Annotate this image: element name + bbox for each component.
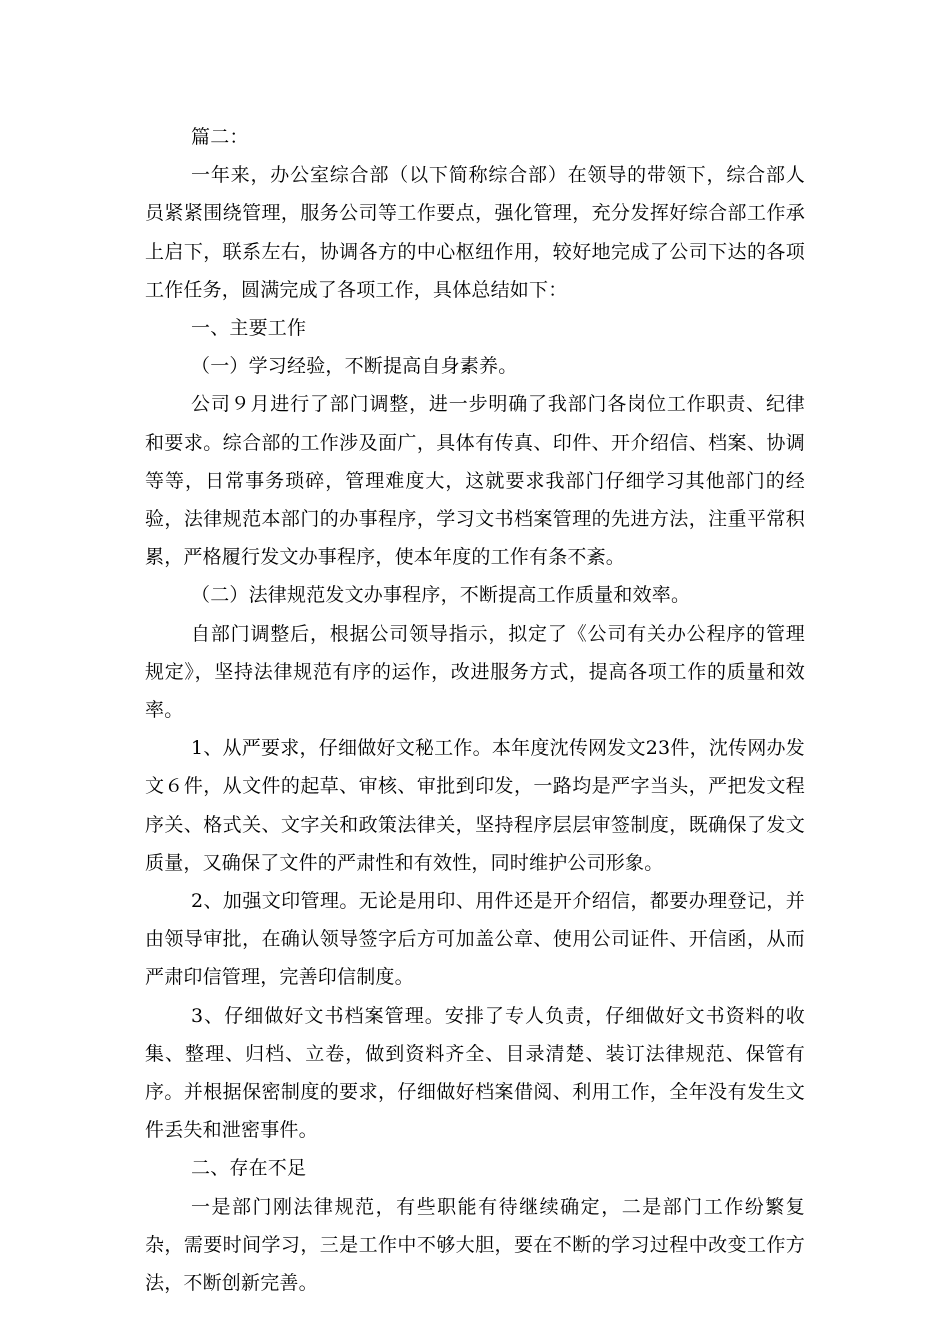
subheading-procedures: （二）法律规范发文办事程序，不断提高工作质量和效率。: [191, 584, 691, 607]
paragraph-regulations: 自部门调整后，根据公司领导指示，拟定了《公司有关办公程序的管理规定》，坚持法律规范有序的运作，改进服务方式，提高各项工作的质量和效率。: [145, 622, 805, 722]
paragraph-archive-management: 3、仔细做好文书档案管理。安排了专人负责，仔细做好文书资料的收集、整理、归档、立卷，做到资料齐全、目录清楚、装订法律规范、保管有序。并根据保密制度的要求，仔细做好档案借阅、利用工作，全年没有发生文件丢失和泄密事件。: [145, 1004, 805, 1142]
heading-shortcomings: 二、存在不足: [191, 1157, 307, 1180]
intro-paragraph: 一年来，办公室综合部（以下简称综合部）在领导的带领下，综合部人员紧紧围绕管理，服务公司等工作要点，强化管理，充分发挥好综合部工作承上启下，联系左右，协调各方的中心枢纽作用，较好地完成了公司下达的各项工作任务，圆满完成了各项工作，具体总结如下：: [145, 164, 805, 301]
document-page: [145, 118, 805, 1302]
subheading-learning: （一）学习经验，不断提高自身素养。: [191, 355, 518, 378]
paragraph-secretarial-work: 1、从严要求，仔细做好文秘工作。本年度沈传网发文23件，沈传网办发文６件，从文件的起草、审核、审批到印发，一路均是严字当头，严把发文程序关、格式关、文字关和政策法律关，坚持程序层层审签制度，既确保了发文质量，又确保了文件的严肃性和有效性，同时维护公司形象。: [145, 737, 805, 874]
paragraph-department-adjustment: 公司９月进行了部门调整，进一步明确了我部门各岗位工作职责、纪律和要求。综合部的工作涉及面广，具体有传真、印件、开介绍信、档案、协调等等，日常事务琐碎，管理难度大，这就要求我部门仔细学习其他部门的经验，法律规范本部门的办事程序，学习文书档案管理的先进方法，注重平常积累，严格履行发文办事程序，使本年度的工作有条不紊。: [145, 393, 805, 569]
heading-main-work: 一、主要工作: [191, 317, 307, 340]
paragraph-shortcomings: 一是部门刚法律规范，有些职能有待继续确定，二是部门工作纷繁复杂，需要时间学习，三是工作中不够大胆，要在不断的学习过程中改变工作方法，不断创新完善。: [145, 1195, 805, 1295]
paragraph-seal-management: 2、加强文印管理。无论是用印、用件还是开介绍信，都要办理登记，并由领导审批，在确认领导签字后方可加盖公章、使用公司证件、开信函，从而严肃印信管理，完善印信制度。: [145, 890, 805, 989]
section-heading: 篇二：: [191, 126, 249, 148]
